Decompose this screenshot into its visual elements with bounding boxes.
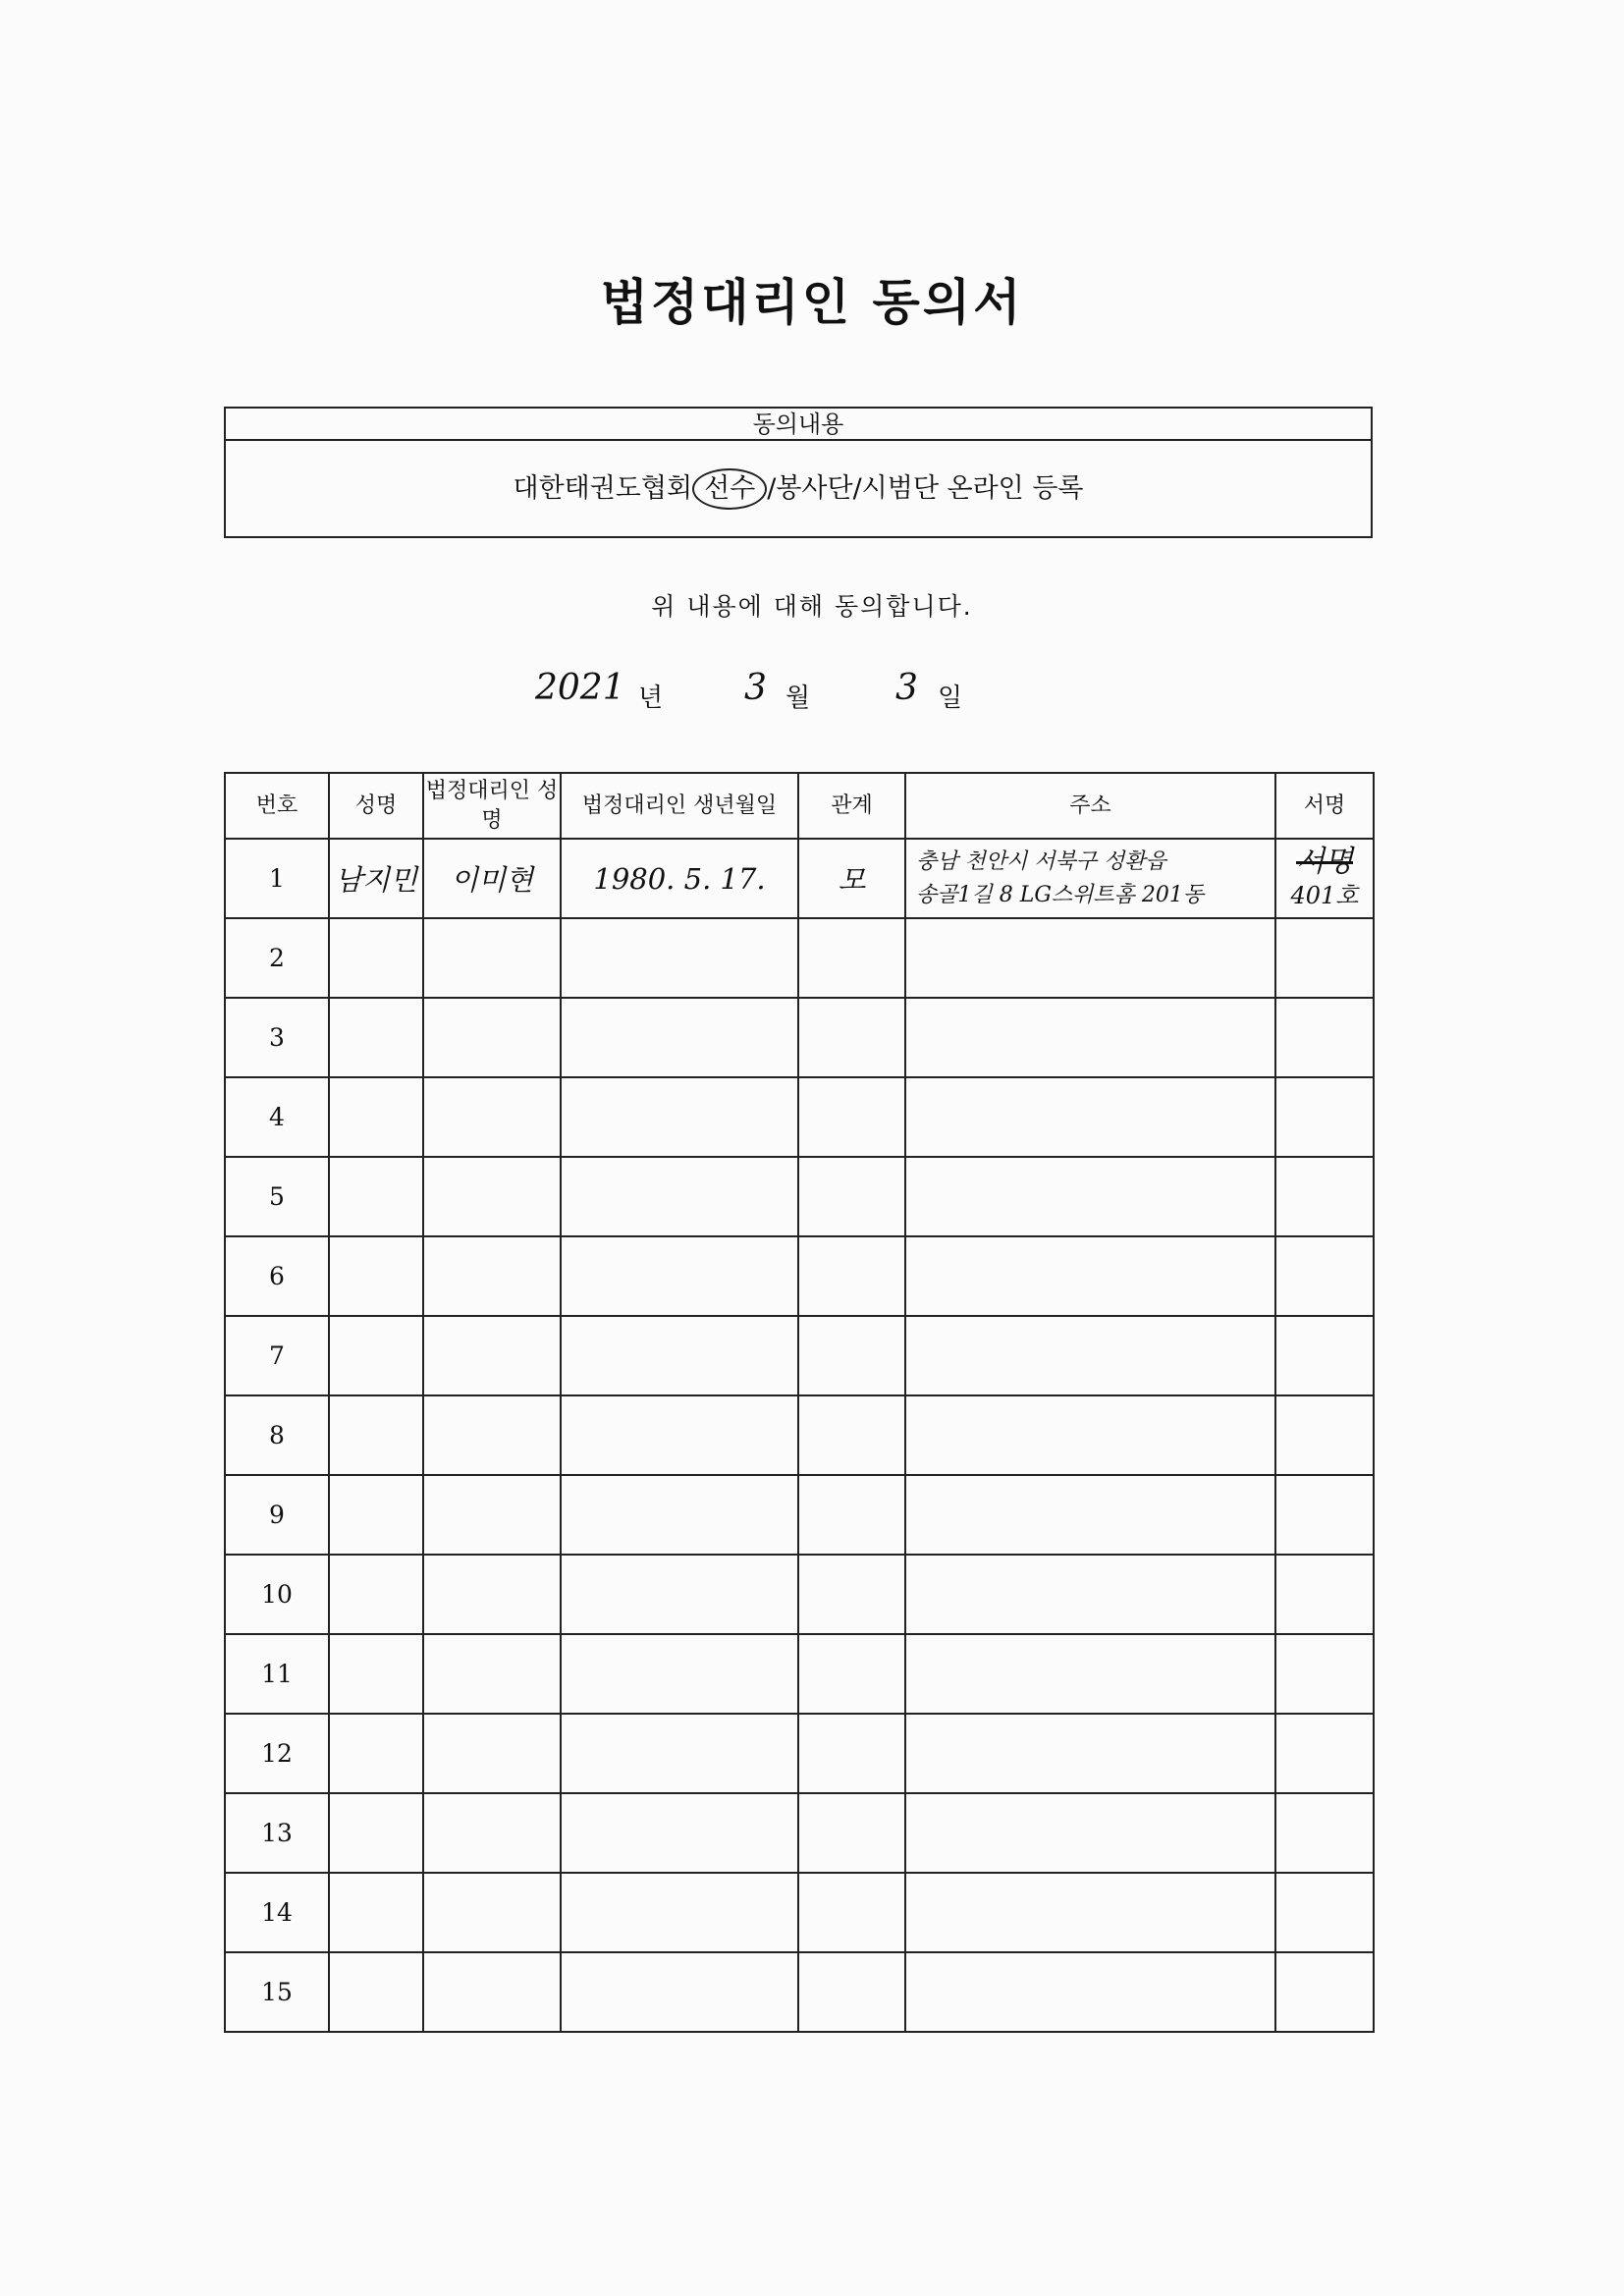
table-header-row <box>225 773 1374 839</box>
header-name: 성명 <box>329 773 423 839</box>
cell-address <box>905 1077 1275 1157</box>
table-row <box>225 1793 1374 1873</box>
signature-mark: 서명 <box>1296 844 1353 879</box>
cell-address <box>905 1793 1275 1873</box>
cell-signature <box>1275 918 1374 998</box>
cell-signature <box>1275 1952 1374 2032</box>
cell-address <box>905 1714 1275 1793</box>
cell-address <box>905 998 1275 1077</box>
cell-address <box>905 1157 1275 1236</box>
cell-relation <box>798 1873 905 1952</box>
cell-no: 12 <box>225 1714 329 1793</box>
cell-signature <box>1275 1555 1374 1634</box>
signature-note: 401호 <box>1290 881 1359 909</box>
table-row <box>225 918 1374 998</box>
cell-relation <box>798 1555 905 1634</box>
table-body <box>225 839 1374 2032</box>
cell-relation <box>798 1157 905 1236</box>
cell-guardian-name <box>423 1873 561 1952</box>
cell-address <box>905 1395 1275 1475</box>
cell-signature <box>1275 1316 1374 1395</box>
cell-no: 1 <box>225 839 329 918</box>
cell-guardian-name <box>423 1475 561 1555</box>
cell-signature <box>1275 1714 1374 1793</box>
header-signature: 서명 <box>1275 773 1374 839</box>
table-row <box>225 1236 1374 1316</box>
cell-name: 남지민 <box>329 839 423 918</box>
header-address: 주소 <box>905 773 1275 839</box>
consent-header: 동의내용 <box>226 409 1371 441</box>
cell-address <box>905 1555 1275 1634</box>
cell-relation <box>798 918 905 998</box>
cell-no: 6 <box>225 1236 329 1316</box>
cell-signature <box>1275 839 1374 918</box>
cell-name <box>329 1634 423 1714</box>
agreement-statement: 위 내용에 대해 동의합니다. <box>651 592 973 621</box>
cell-guardian-birth <box>561 1714 798 1793</box>
cell-no: 8 <box>225 1395 329 1475</box>
table-row <box>225 1077 1374 1157</box>
cell-relation <box>798 1236 905 1316</box>
cell-name <box>329 1395 423 1475</box>
cell-no: 15 <box>225 1952 329 2032</box>
table-row <box>225 1952 1374 2032</box>
cell-relation <box>798 1395 905 1475</box>
cell-no: 2 <box>225 918 329 998</box>
cell-guardian-birth <box>561 1793 798 1873</box>
address-line-2: 송골1길 8 LG스위트홈 201동 <box>916 882 1205 907</box>
cell-name <box>329 1873 423 1952</box>
cell-guardian-name <box>423 1077 561 1157</box>
cell-address <box>905 839 1275 918</box>
cell-relation <box>798 1077 905 1157</box>
cell-guardian-birth <box>561 998 798 1077</box>
cell-guardian-name <box>423 1634 561 1714</box>
table-row <box>225 1873 1374 1952</box>
header-no: 번호 <box>225 773 329 839</box>
cell-name <box>329 1475 423 1555</box>
cell-relation <box>798 1952 905 2032</box>
cell-guardian-name <box>423 918 561 998</box>
cell-no: 5 <box>225 1157 329 1236</box>
cell-guardian-birth <box>561 1236 798 1316</box>
cell-address <box>905 1952 1275 2032</box>
date-line <box>0 668 1624 717</box>
cell-address <box>905 1634 1275 1714</box>
cell-signature <box>1275 1395 1374 1475</box>
cell-address <box>905 1873 1275 1952</box>
cell-guardian-name <box>423 1555 561 1634</box>
table-row <box>225 1475 1374 1555</box>
cell-guardian-name <box>423 1157 561 1236</box>
cell-address <box>905 918 1275 998</box>
cell-address <box>905 1475 1275 1555</box>
cell-relation <box>798 1634 905 1714</box>
header-guardian-name: 법정대리인 성명 <box>423 773 561 839</box>
cell-name <box>329 1793 423 1873</box>
cell-name <box>329 1157 423 1236</box>
document-title: 법정대리인 동의서 <box>600 274 1024 331</box>
cell-guardian-birth <box>561 1157 798 1236</box>
cell-signature <box>1275 1077 1374 1157</box>
cell-relation: 모 <box>798 839 905 918</box>
consent-circled-option: 선수 <box>692 468 767 510</box>
cell-address <box>905 1316 1275 1395</box>
date-year-unit: 년 <box>638 683 664 713</box>
cell-guardian-name: 이미현 <box>423 839 561 918</box>
cell-relation <box>798 1316 905 1395</box>
cell-no: 3 <box>225 998 329 1077</box>
cell-no: 10 <box>225 1555 329 1634</box>
cell-signature <box>1275 1634 1374 1714</box>
cell-guardian-birth: 1980. 5. 17. <box>561 839 798 918</box>
table-row <box>225 1555 1374 1634</box>
table-row <box>225 1316 1374 1395</box>
date-day-unit: 일 <box>938 683 963 713</box>
cell-relation <box>798 1714 905 1793</box>
cell-guardian-name <box>423 1952 561 2032</box>
cell-guardian-birth <box>561 918 798 998</box>
cell-name <box>329 1952 423 2032</box>
cell-name <box>329 1555 423 1634</box>
header-relation: 관계 <box>798 773 905 839</box>
cell-signature <box>1275 1793 1374 1873</box>
cell-guardian-birth <box>561 1395 798 1475</box>
date-month-unit: 월 <box>785 683 811 713</box>
consent-text-before: 대한태권도협회 <box>513 473 693 504</box>
cell-signature <box>1275 1157 1374 1236</box>
cell-guardian-name <box>423 1395 561 1475</box>
cell-no: 9 <box>225 1475 329 1555</box>
cell-guardian-birth <box>561 1634 798 1714</box>
date-day: 3 <box>895 668 918 708</box>
cell-relation <box>798 998 905 1077</box>
cell-guardian-birth <box>561 1873 798 1952</box>
cell-relation <box>798 1793 905 1873</box>
address-line-1: 충남 천안시 서북구 성환읍 <box>916 848 1166 874</box>
cell-name <box>329 998 423 1077</box>
cell-guardian-name <box>423 998 561 1077</box>
cell-guardian-name <box>423 1714 561 1793</box>
cell-no: 7 <box>225 1316 329 1395</box>
cell-signature <box>1275 1236 1374 1316</box>
cell-name <box>329 1316 423 1395</box>
cell-guardian-birth <box>561 1555 798 1634</box>
table-row <box>225 1395 1374 1475</box>
cell-name <box>329 1077 423 1157</box>
cell-no: 14 <box>225 1873 329 1952</box>
cell-name <box>329 1714 423 1793</box>
cell-signature <box>1275 1873 1374 1952</box>
guardian-roster-table <box>224 772 1375 2033</box>
consent-content-box <box>224 407 1373 538</box>
date-month: 3 <box>744 668 767 708</box>
cell-guardian-name <box>423 1316 561 1395</box>
table-row <box>225 839 1374 918</box>
cell-no: 4 <box>225 1077 329 1157</box>
cell-guardian-birth <box>561 1952 798 2032</box>
table-row <box>225 1157 1374 1236</box>
cell-signature <box>1275 1475 1374 1555</box>
header-guardian-birth: 법정대리인 생년월일 <box>561 773 798 839</box>
consent-body <box>226 441 1371 536</box>
cell-no: 13 <box>225 1793 329 1873</box>
cell-address <box>905 1236 1275 1316</box>
cell-guardian-name <box>423 1793 561 1873</box>
cell-guardian-birth <box>561 1316 798 1395</box>
cell-guardian-birth <box>561 1475 798 1555</box>
cell-relation <box>798 1475 905 1555</box>
date-year: 2021 <box>535 668 625 708</box>
cell-name <box>329 918 423 998</box>
table-row <box>225 998 1374 1077</box>
table-row <box>225 1714 1374 1793</box>
cell-signature <box>1275 998 1374 1077</box>
table-row <box>225 1634 1374 1714</box>
cell-guardian-name <box>423 1236 561 1316</box>
cell-guardian-birth <box>561 1077 798 1157</box>
cell-name <box>329 1236 423 1316</box>
consent-text-after: /봉사단/시범단 온라인 등록 <box>767 473 1084 504</box>
cell-no: 11 <box>225 1634 329 1714</box>
